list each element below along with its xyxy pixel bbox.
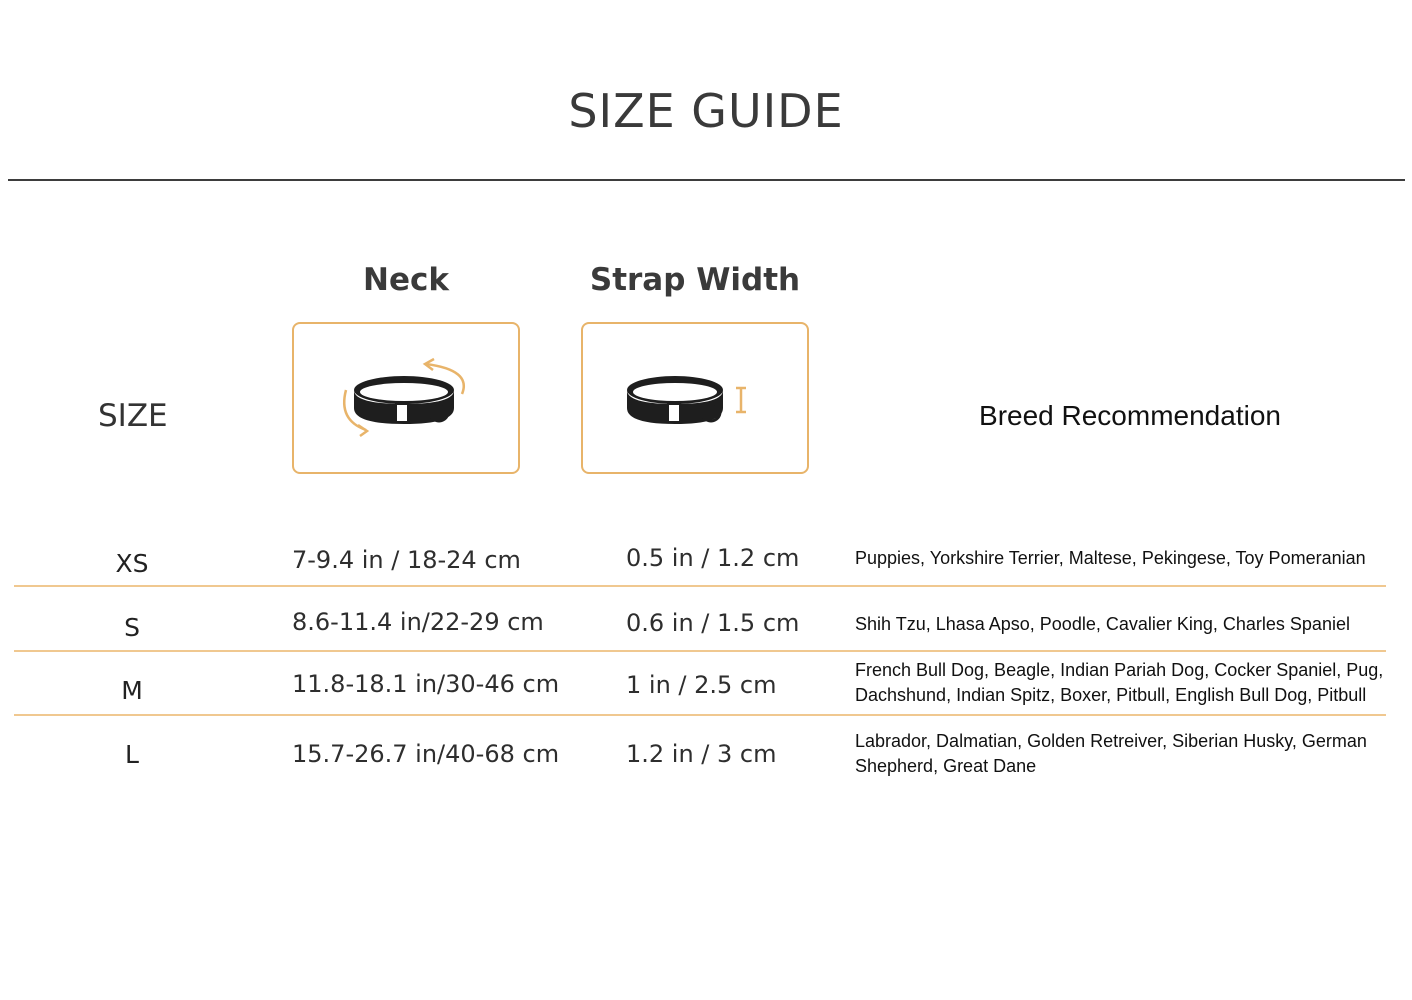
neck-column-header: Neck	[363, 262, 449, 298]
strap-cell: 1 in / 2.5 cm	[626, 671, 777, 699]
neck-cell: 15.7-26.7 in/40-68 cm	[292, 740, 560, 768]
title-divider	[8, 179, 1405, 181]
breed-cell: Puppies, Yorkshire Terrier, Maltese, Pekingese, Toy Pomeranian	[855, 548, 1366, 568]
neck-cell: 8.6-11.4 in/22-29 cm	[292, 608, 544, 636]
row-divider	[14, 585, 1386, 587]
neck-cell: 7-9.4 in / 18-24 cm	[292, 546, 521, 574]
collar-strap-width-icon	[583, 324, 807, 472]
table-row	[0, 540, 1412, 604]
size-cell: M	[121, 676, 143, 705]
breed-cell: Labrador, Dalmatian, Golden Retreiver, Siberian Husky, German Shepherd, Great Dane	[855, 731, 1367, 776]
table-row	[0, 728, 1412, 792]
breed-column-header: Breed Recommendation	[979, 400, 1281, 431]
neck-measure-card	[292, 322, 520, 474]
size-cell: S	[124, 613, 140, 642]
size-cell: L	[125, 740, 139, 769]
row-divider	[14, 714, 1386, 716]
strap-cell: 0.5 in / 1.2 cm	[626, 544, 800, 572]
table-row	[0, 658, 1412, 722]
page-title: SIZE GUIDE	[568, 84, 844, 138]
breed-cell: French Bull Dog, Beagle, Indian Pariah Dog, Cocker Spaniel, Pug, Dachshund, Indian Spitz, Boxer, Pitbull, English Bull Dog, Pitbull	[855, 660, 1384, 705]
strap-cell: 0.6 in / 1.5 cm	[626, 609, 800, 637]
strap-width-measure-card	[581, 322, 809, 474]
breed-cell: Shih Tzu, Lhasa Apso, Poodle, Cavalier King, Charles Spaniel	[855, 614, 1350, 634]
size-column-header: SIZE	[98, 398, 168, 434]
neck-cell: 11.8-18.1 in/30-46 cm	[292, 670, 560, 698]
strap-width-column-header: Strap Width	[589, 262, 801, 298]
collar-neck-measure-icon	[294, 324, 518, 472]
size-cell: XS	[115, 549, 149, 578]
row-divider	[14, 650, 1386, 652]
strap-cell: 1.2 in / 3 cm	[626, 740, 777, 768]
